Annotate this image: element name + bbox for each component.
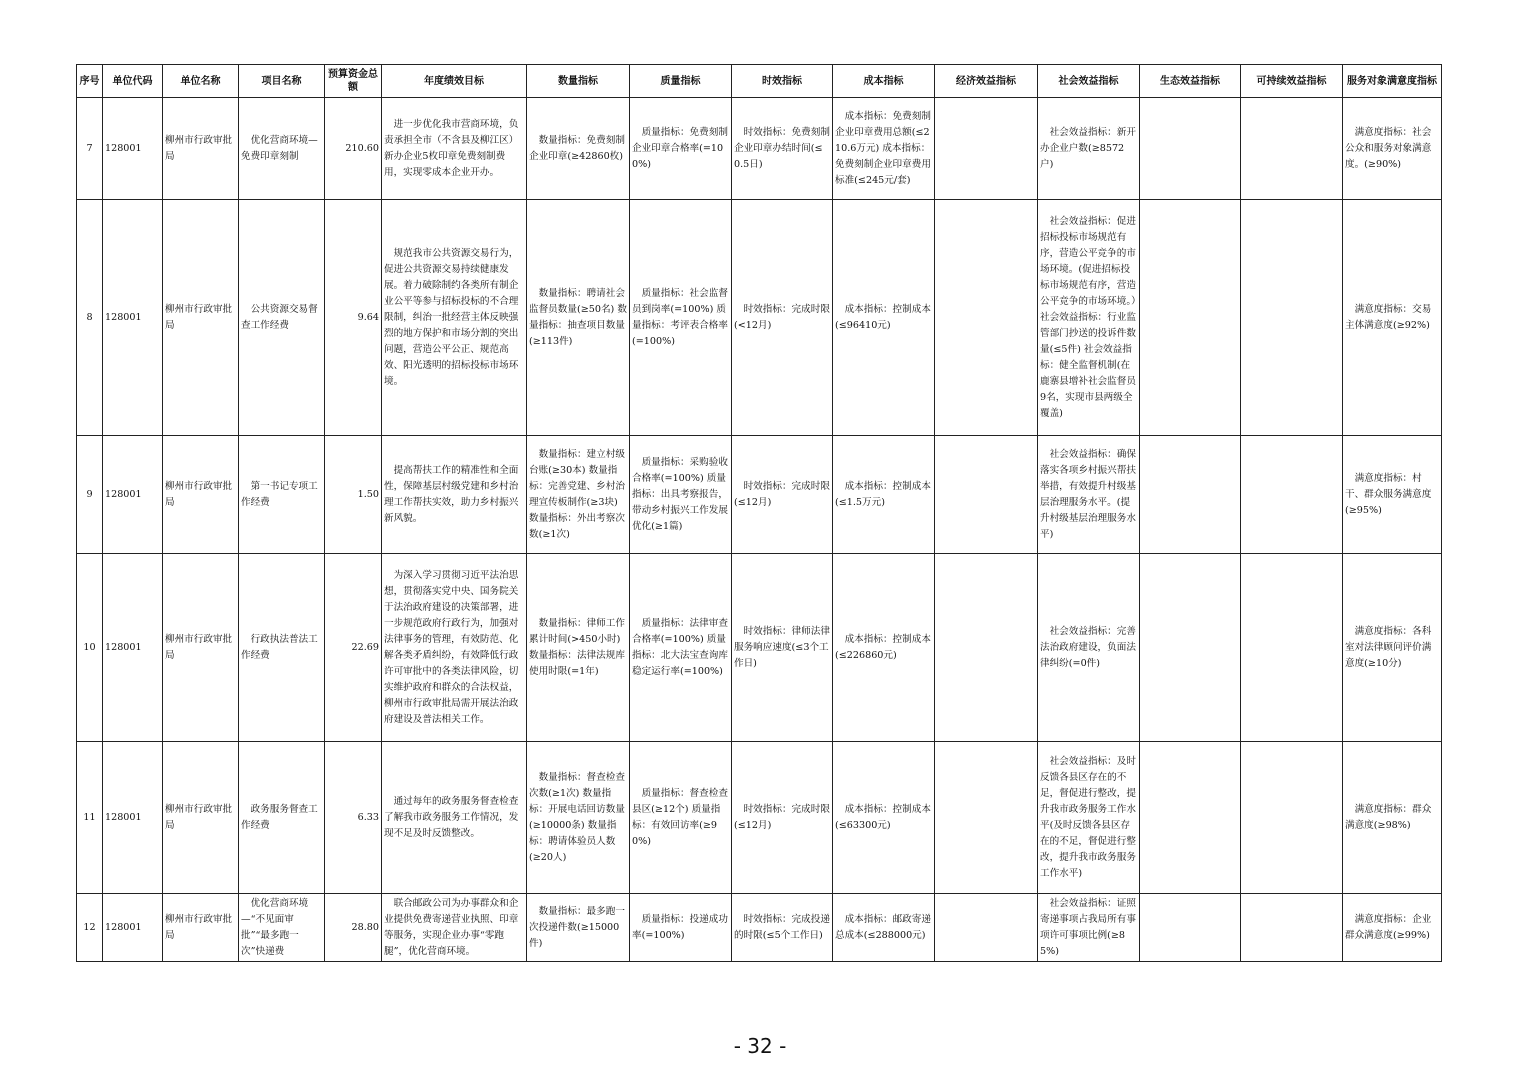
economic-cell — [935, 894, 1038, 962]
cost-cell-text: 成本指标：控制成本(≤226860元) — [835, 633, 931, 661]
ecological-cell — [1140, 894, 1241, 962]
header-project: 项目名称 — [239, 65, 325, 98]
unit-name-cell: 柳州市行政审批局 — [163, 436, 239, 554]
header-economic: 经济效益指标 — [935, 65, 1038, 98]
goal-cell-text: 为深入学习贯彻习近平法治思想，贯彻落实党中央、国务院关于法治政府建设的决策部署，进一步规范政府行政行为，加强对法律事务的管理，有效防范、化解各类矛盾纠纷，有效降低行政许可审批中的各类法律风险，切实维护政府和群众的合法权益，柳州市行政审批局需开展法治政府建设及普法相关工作。 — [384, 569, 519, 725]
project-name-cell — [239, 98, 325, 200]
quantity-cell-text: 数量指标：最多跑一次投递件数(≥15000件) — [529, 905, 625, 949]
satisfaction-cell — [1343, 436, 1442, 554]
table-row — [77, 742, 1442, 894]
timeliness-cell — [732, 742, 833, 894]
sustainable-cell — [1241, 894, 1343, 962]
ecological-cell — [1140, 436, 1241, 554]
social-cell-text: 社会效益指标：证照寄递事项占我局所有事项许可事项比例(≥85%) — [1040, 897, 1136, 957]
timeliness-cell — [732, 98, 833, 200]
satisfaction-cell — [1343, 98, 1442, 200]
satisfaction-cell-text: 满意度指标：交易主体满意度(≥92%) — [1345, 303, 1432, 331]
quantity-cell-text: 数量指标：建立村级台账(≥30本) 数量指标：完善党建、乡村治理宣传板制作(≥3块) 数量指标：外出考察次数(≥1次) — [529, 448, 625, 540]
social-cell-text: 社会效益指标：新开办企业户数(≥8572户) — [1040, 126, 1136, 170]
seq-cell: 8 — [77, 200, 103, 436]
header-ecological: 生态效益指标 — [1140, 65, 1241, 98]
sustainable-cell — [1241, 200, 1343, 436]
economic-cell — [935, 200, 1038, 436]
project-name-cell — [239, 436, 325, 554]
quality-cell — [630, 742, 732, 894]
quantity-cell-text: 数量指标：免费刻制企业印章(≥42860枚) — [529, 134, 625, 162]
performance-table — [76, 64, 1442, 962]
cost-cell-text: 成本指标：控制成本(≤96410元) — [835, 303, 931, 331]
header-sustainable: 可持续效益指标 — [1241, 65, 1343, 98]
seq-cell: 12 — [77, 894, 103, 962]
quality-cell — [630, 894, 732, 962]
header-satisfaction: 服务对象满意度指标 — [1343, 65, 1442, 98]
header-cost: 成本指标 — [833, 65, 935, 98]
header-unit-code: 单位代码 — [103, 65, 163, 98]
header-budget: 预算资金总额 — [325, 65, 382, 98]
project-name-cell-text: 政务服务督查工作经费 — [241, 803, 318, 831]
social-cell-text: 社会效益指标：促进招标投标市场规范有序，营造公平竞争的市场环境。(促进招标投标市场规范有序，营造公平竞争的市场环境。）社会效益指标：行业监管部门抄送的投诉件数量(≤5件) 社会效益指标：健全监督机制(在鹿寨县增补社会监督员9名，实现市县两级全覆盖) — [1040, 215, 1136, 419]
budget-cell: 28.80 — [325, 894, 382, 962]
project-name-cell-text: 行政执法普法工作经费 — [241, 633, 318, 661]
goal-cell-text: 联合邮政公司为办事群众和企业提供免费寄递营业执照、印章等服务，实现企业办事“零跑腿”，优化营商环境。 — [384, 897, 519, 957]
quality-cell-text: 质量指标：免费刻制企业印章合格率(=100%) — [632, 126, 728, 170]
goal-cell — [382, 554, 527, 742]
goal-cell-text: 提高帮扶工作的精准性和全面性，保障基层村级党建和乡村治理工作帮扶实效，助力乡村振兴新风貌。 — [384, 464, 519, 524]
quantity-cell — [527, 98, 630, 200]
seq-cell: 10 — [77, 554, 103, 742]
quality-cell — [630, 200, 732, 436]
timeliness-cell — [732, 436, 833, 554]
timeliness-cell-text: 时效指标：完成时限(≤12月) — [734, 480, 830, 508]
ecological-cell — [1140, 98, 1241, 200]
cost-cell — [833, 742, 935, 894]
ecological-cell — [1140, 742, 1241, 894]
project-name-cell — [239, 200, 325, 436]
unit-name-cell: 柳州市行政审批局 — [163, 200, 239, 436]
sustainable-cell — [1241, 554, 1343, 742]
project-name-cell-text: 优化营商环境—“不见面审批”“最多跑一次”快递费 — [241, 897, 309, 957]
unit-name-cell: 柳州市行政审批局 — [163, 894, 239, 962]
seq-cell: 11 — [77, 742, 103, 894]
economic-cell — [935, 436, 1038, 554]
unit-code-cell: 128001 — [103, 894, 163, 962]
ecological-cell — [1140, 554, 1241, 742]
social-cell — [1038, 436, 1140, 554]
timeliness-cell-text: 时效指标：免费刻制企业印章办结时间(≤0.5日) — [734, 126, 830, 170]
budget-cell: 9.64 — [325, 200, 382, 436]
economic-cell — [935, 742, 1038, 894]
seq-cell: 9 — [77, 436, 103, 554]
quantity-cell — [527, 742, 630, 894]
project-name-cell-text: 优化营商环境—免费印章刻制 — [241, 134, 318, 162]
header-timeliness: 时效指标 — [732, 65, 833, 98]
satisfaction-cell-text: 满意度指标：社会公众和服务对象满意度。(≥90%) — [1345, 126, 1432, 170]
goal-cell — [382, 98, 527, 200]
social-cell — [1038, 98, 1140, 200]
cost-cell — [833, 98, 935, 200]
budget-cell: 22.69 — [325, 554, 382, 742]
sustainable-cell — [1241, 742, 1343, 894]
goal-cell — [382, 200, 527, 436]
budget-cell: 6.33 — [325, 742, 382, 894]
cost-cell-text: 成本指标：免费刻制企业印章费用总额(≤210.6万元) 成本指标：免费刻制企业印章费用标准(≤245元/套) — [835, 110, 931, 186]
goal-cell-text: 通过每年的政务服务督查检查了解我市政务服务工作情况，发现不足及时反馈整改。 — [384, 795, 519, 839]
project-name-cell-text: 公共资源交易督查工作经费 — [241, 303, 318, 331]
page-number: - 32 - — [733, 1034, 787, 1058]
quantity-cell-text: 数量指标：聘请社会监督员数量(≥50名) 数量指标：抽查项目数量(≥113件) — [529, 287, 627, 347]
project-name-cell — [239, 894, 325, 962]
quantity-cell — [527, 554, 630, 742]
unit-name-cell: 柳州市行政审批局 — [163, 742, 239, 894]
unit-code-cell: 128001 — [103, 554, 163, 742]
header-goal: 年度绩效目标 — [382, 65, 527, 98]
budget-cell: 1.50 — [325, 436, 382, 554]
header-row — [77, 65, 1442, 98]
cost-cell — [833, 894, 935, 962]
timeliness-cell — [732, 894, 833, 962]
unit-code-cell: 128001 — [103, 200, 163, 436]
cost-cell — [833, 554, 935, 742]
project-name-cell — [239, 742, 325, 894]
social-cell — [1038, 554, 1140, 742]
quality-cell — [630, 98, 732, 200]
economic-cell — [935, 554, 1038, 742]
header-social: 社会效益指标 — [1038, 65, 1140, 98]
timeliness-cell-text: 时效指标：完成投递的时限(≤5个工作日) — [734, 913, 830, 941]
budget-performance-table-sheet — [76, 64, 1441, 962]
social-cell — [1038, 742, 1140, 894]
quality-cell-text: 质量指标：社会监督员到岗率(=100%) 质量指标：考评表合格率(=100%) — [632, 287, 728, 347]
cost-cell-text: 成本指标：控制成本(≤63300元) — [835, 803, 931, 831]
cost-cell-text: 成本指标：控制成本(≤1.5万元) — [835, 480, 931, 508]
table-row — [77, 554, 1442, 742]
timeliness-cell — [732, 554, 833, 742]
unit-code-cell: 128001 — [103, 742, 163, 894]
social-cell-text: 社会效益指标：完善法治政府建设，负面法律纠纷(=0件) — [1040, 625, 1136, 669]
sustainable-cell — [1241, 436, 1343, 554]
satisfaction-cell — [1343, 200, 1442, 436]
unit-name-cell: 柳州市行政审批局 — [163, 554, 239, 742]
satisfaction-cell-text: 满意度指标：各科室对法律顾问评价满意度(≥10分) — [1345, 625, 1432, 669]
social-cell-text: 社会效益指标：及时反馈各县区存在的不足，督促进行整改，提升我市政务服务工作水平(及时反馈各县区存在的不足，督促进行整改，提升我市政务服务工作水平) — [1040, 755, 1136, 879]
unit-name-cell: 柳州市行政审批局 — [163, 98, 239, 200]
goal-cell — [382, 894, 527, 962]
table-row — [77, 98, 1442, 200]
cost-cell — [833, 200, 935, 436]
satisfaction-cell-text: 满意度指标：企业群众满意度(≥99%) — [1345, 913, 1432, 941]
project-name-cell-text: 第一书记专项工作经费 — [241, 480, 318, 508]
quality-cell — [630, 554, 732, 742]
project-name-cell — [239, 554, 325, 742]
table-row — [77, 894, 1442, 962]
header-quality: 质量指标 — [630, 65, 732, 98]
table-row — [77, 200, 1442, 436]
goal-cell-text: 规范我市公共资源交易行为，促进公共资源交易持续健康发展。着力破除制约各类所有制企业公平等参与招标投标的不合理限制，纠治一批经营主体反映强烈的地方保护和市场分割的突出问题，营造公平公正、规范高效、阳光透明的招标投标市场环境。 — [384, 247, 519, 387]
quality-cell-text: 质量指标：督查检查县区(≥12个) 质量指标：有效回访率(≥90%) — [632, 787, 728, 847]
quality-cell-text: 质量指标：法律审查合格率(=100%) 质量指标：北大法宝查询库稳定运行率(=100%) — [632, 617, 728, 677]
quality-cell — [630, 436, 732, 554]
timeliness-cell-text: 时效指标：完成时限(<12月) — [734, 303, 830, 331]
satisfaction-cell — [1343, 742, 1442, 894]
sustainable-cell — [1241, 98, 1343, 200]
social-cell — [1038, 200, 1140, 436]
budget-cell: 210.60 — [325, 98, 382, 200]
goal-cell-text: 进一步优化我市营商环境，负责承担全市（不含县及柳江区）新办企业5枚印章免费刻制费用，实现零成本企业开办。 — [384, 118, 519, 178]
goal-cell — [382, 436, 527, 554]
unit-code-cell: 128001 — [103, 98, 163, 200]
social-cell-text: 社会效益指标：确保落实各项乡村振兴帮扶举措，有效提升村级基层治理服务水平。(提升村级基层治理服务水平) — [1040, 448, 1136, 540]
quality-cell-text: 质量指标：采购验收合格率(=100%) 质量指标：出具考察报告，带动乡村振兴工作发展优化(≥1篇) — [632, 456, 728, 532]
goal-cell — [382, 742, 527, 894]
timeliness-cell — [732, 200, 833, 436]
header-quantity: 数量指标 — [527, 65, 630, 98]
quality-cell-text: 质量指标：投递成功率(=100%) — [632, 913, 728, 941]
unit-code-cell: 128001 — [103, 436, 163, 554]
satisfaction-cell-text: 满意度指标：村干、群众服务满意度(≥95%) — [1345, 472, 1432, 516]
social-cell — [1038, 894, 1140, 962]
table-row — [77, 436, 1442, 554]
satisfaction-cell — [1343, 554, 1442, 742]
quantity-cell — [527, 894, 630, 962]
seq-cell: 7 — [77, 98, 103, 200]
quantity-cell — [527, 200, 630, 436]
ecological-cell — [1140, 200, 1241, 436]
timeliness-cell-text: 时效指标：律师法律服务响应速度(≤3个工作日) — [734, 625, 830, 669]
table-body — [77, 98, 1442, 962]
quantity-cell-text: 数量指标：督查检查次数(≥1次) 数量指标：开展电话回访数量(≥10000条) 数量指标：聘请体验员人数(≥20人) — [529, 771, 625, 863]
satisfaction-cell-text: 满意度指标：群众满意度(≥98%) — [1345, 803, 1432, 831]
cost-cell — [833, 436, 935, 554]
timeliness-cell-text: 时效指标：完成时限(≤12月) — [734, 803, 830, 831]
header-unit-name: 单位名称 — [163, 65, 239, 98]
satisfaction-cell — [1343, 894, 1442, 962]
quantity-cell-text: 数量指标：律师工作累计时间(>450小时) 数量指标：法律法规库使用时限(=1年) — [529, 617, 625, 677]
cost-cell-text: 成本指标：邮政寄递总成本(≤288000元) — [835, 913, 931, 941]
economic-cell — [935, 98, 1038, 200]
header-seq: 序号 — [77, 65, 103, 98]
quantity-cell — [527, 436, 630, 554]
